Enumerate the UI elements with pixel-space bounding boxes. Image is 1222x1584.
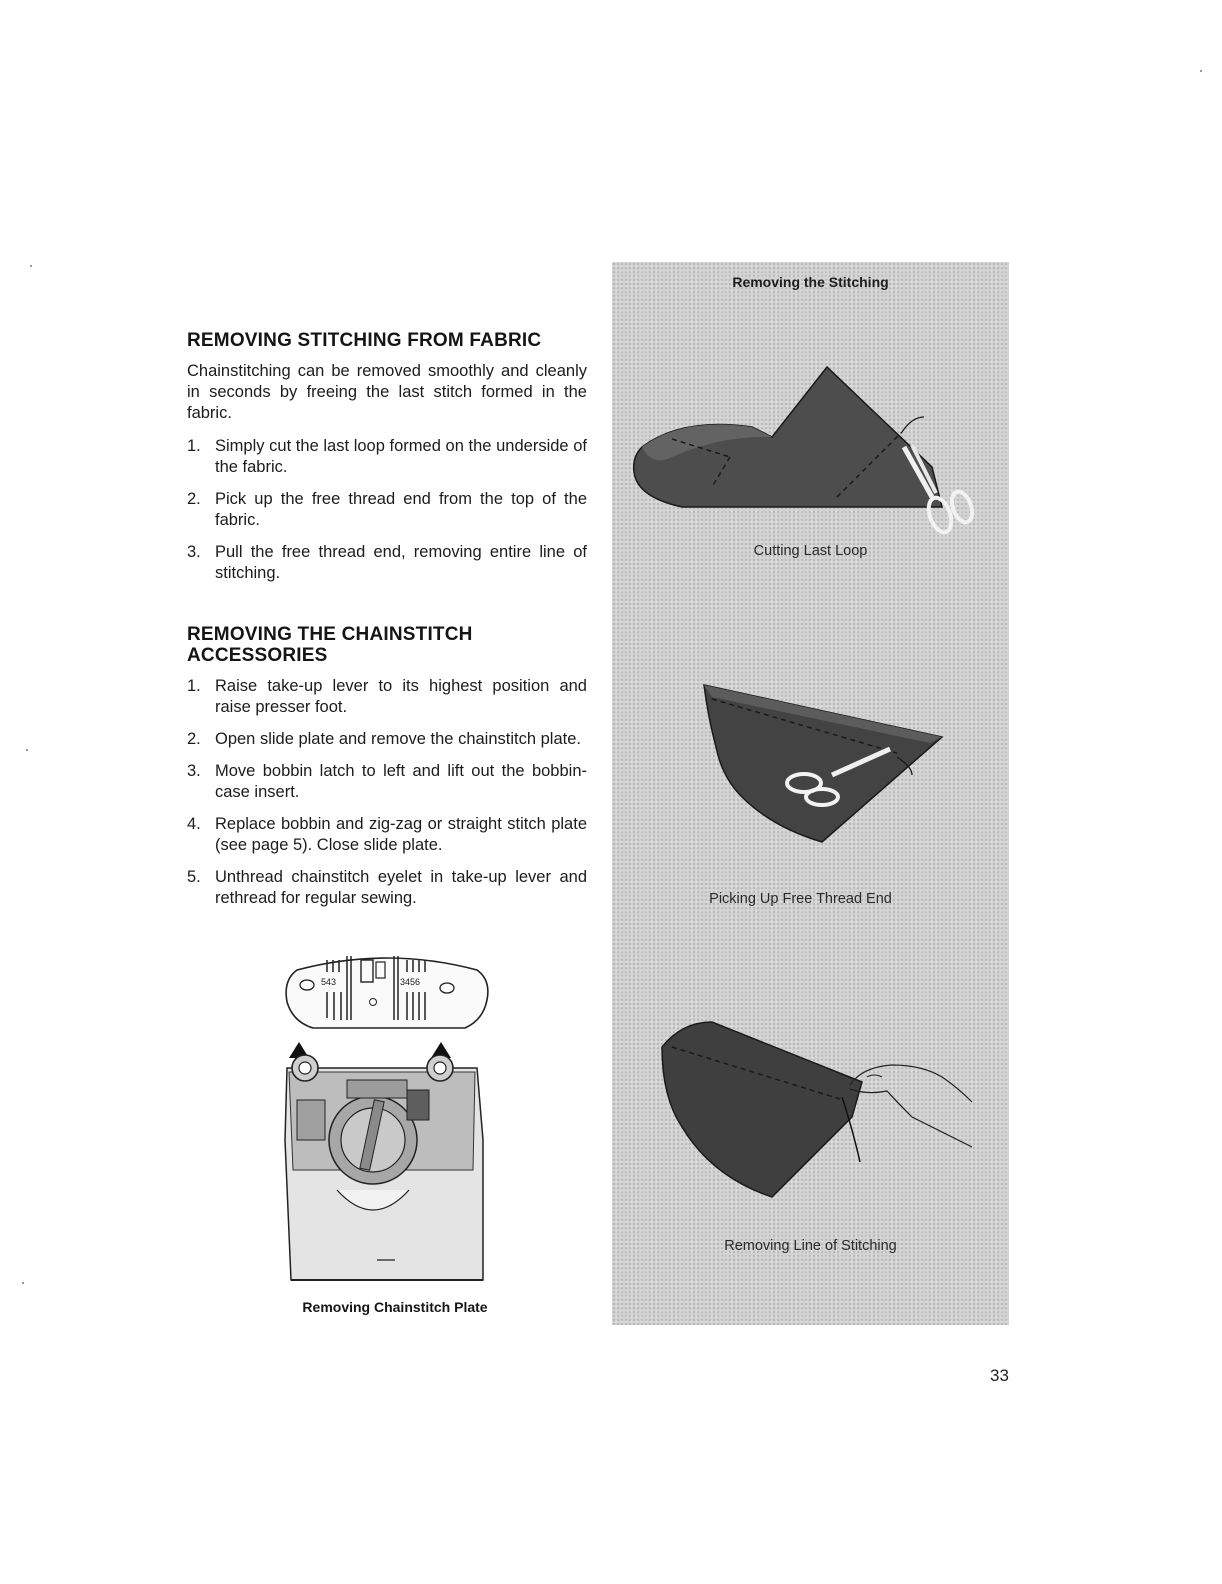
photo-picking-up-thread	[612, 657, 1009, 857]
steps-list-removing-stitching	[187, 436, 587, 584]
step-text: Simply cut the last loop formed on the underside of the fabric.	[215, 437, 587, 476]
step-text: Replace bobbin and zig-zag or straight stitch plate (see page 5). Close slide plate.	[215, 815, 587, 854]
photo-cutting-last-loop	[612, 357, 1009, 567]
step-text: Pick up the free thread end from the top of the fabric.	[215, 490, 587, 529]
chainstitch-plate-illustration	[277, 950, 497, 1295]
heading-removing-stitching: REMOVING STITCHING FROM FABRIC	[187, 330, 542, 351]
panel-title: Removing the Stitching	[732, 274, 889, 290]
step-number: 3.	[187, 762, 201, 780]
step-number: 2.	[187, 730, 201, 748]
intro-paragraph: Chainstitching can be removed smoothly and cleanly in seconds by freeing the last stitch formed in the fabric.	[187, 362, 587, 422]
scan-speck	[30, 265, 32, 267]
step-text: Pull the free thread end, removing entire line of stitching.	[215, 543, 587, 582]
plate-numbers-right: 3456	[400, 977, 421, 987]
stitch-plate	[286, 956, 488, 1028]
step-number: 1.	[187, 437, 201, 455]
scan-speck	[26, 749, 28, 751]
step-number: 3.	[187, 543, 201, 561]
plate-numbers-left: 543	[321, 977, 337, 987]
list-item	[187, 761, 587, 803]
hand-icon	[850, 1065, 972, 1147]
list-item	[187, 436, 587, 478]
list-item	[187, 814, 587, 856]
scan-speck	[22, 1282, 24, 1284]
photo-removing-line	[612, 1007, 1009, 1217]
machine-bed	[285, 1055, 483, 1280]
photo-caption-2: Picking Up Free Thread End	[709, 891, 892, 907]
step-number: 4.	[187, 815, 201, 833]
list-item	[187, 542, 587, 584]
list-item	[187, 489, 587, 531]
list-item	[187, 729, 587, 750]
step-number: 2.	[187, 490, 201, 508]
step-number: 1.	[187, 677, 201, 695]
scan-speck	[1200, 70, 1202, 72]
plate-figure-caption: Removing Chainstitch Plate	[302, 1299, 488, 1315]
step-number: 5.	[187, 868, 201, 886]
step-text: Open slide plate and remove the chainstitch plate.	[215, 730, 581, 748]
list-item	[187, 676, 587, 718]
heading-removing-accessories: REMOVING THE CHAINSTITCH ACCESSORIES	[187, 624, 473, 666]
steps-list-removing-accessories	[187, 676, 587, 909]
photo-caption-3: Removing Line of Stitching	[724, 1238, 897, 1254]
step-text: Unthread chainstitch eyelet in take-up lever and rethread for regular sewing.	[215, 868, 587, 907]
page-number: 33	[990, 1366, 1009, 1385]
photo-panel	[612, 262, 1009, 1325]
list-item	[187, 867, 587, 909]
step-text: Move bobbin latch to left and lift out the bobbin-case insert.	[215, 762, 587, 801]
instructions-column	[187, 330, 587, 920]
photo-caption-1: Cutting Last Loop	[753, 543, 868, 559]
step-text: Raise take-up lever to its highest position and raise presser foot.	[215, 677, 587, 716]
